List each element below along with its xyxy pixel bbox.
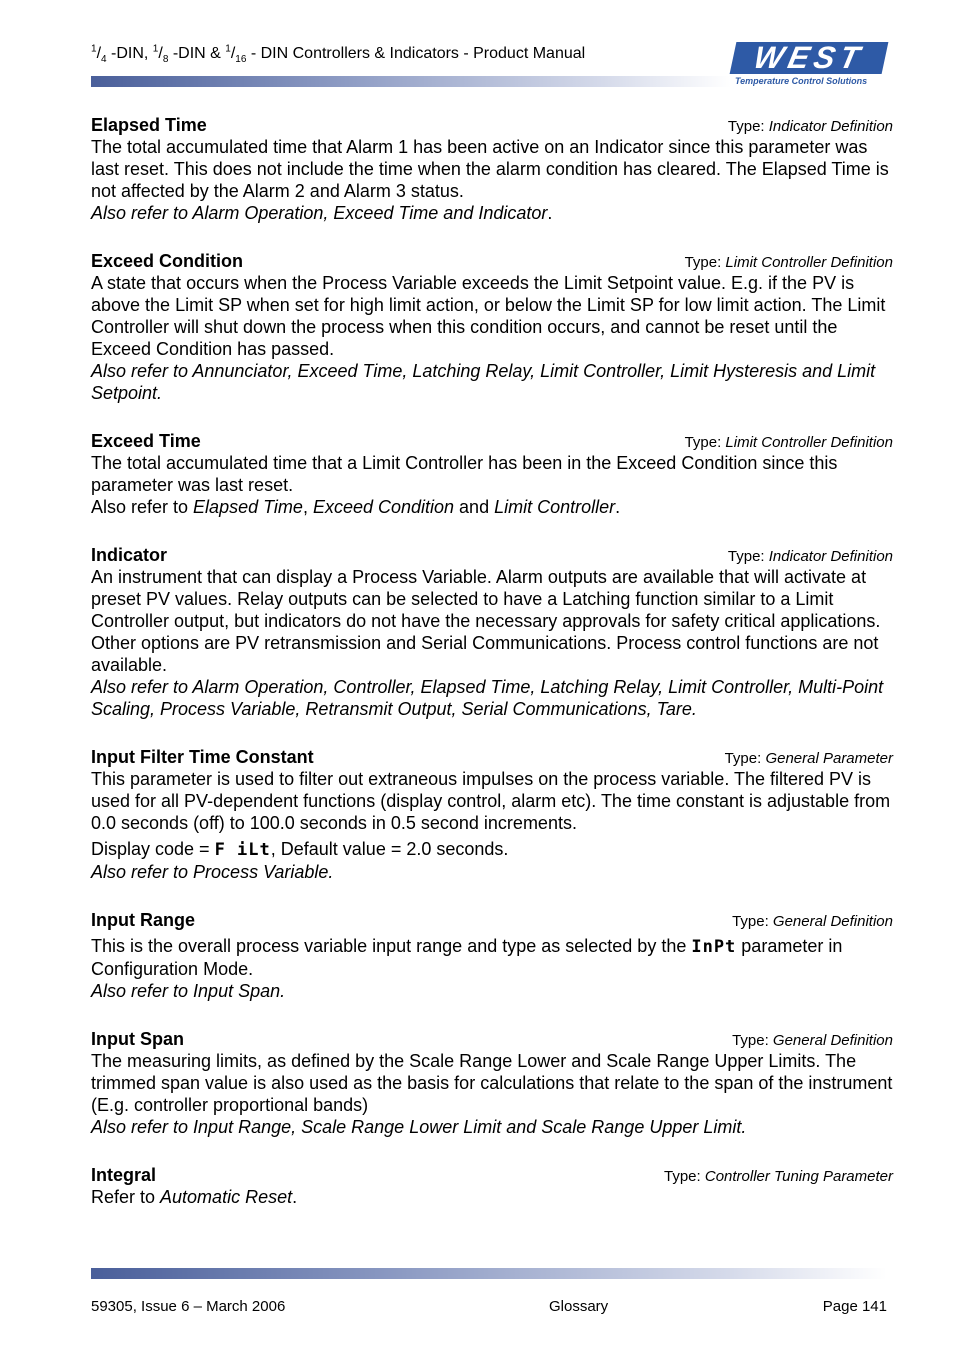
term-type	[732, 911, 893, 933]
term-reference	[91, 1186, 893, 1208]
reference-prefix: Refer to	[91, 1187, 161, 1207]
see-also-sep: and	[454, 497, 495, 517]
term-title: Input Span	[91, 1029, 184, 1049]
see-also-end: .	[615, 497, 621, 517]
term-description: The total accumulated time that Alarm 1 has been active on an Indicator since this parameter was last reset. This does not include the time when the alarm condition has cleared. The Elapsed Time is not affected by the Alarm 2 and Alarm 3 status.	[91, 137, 889, 201]
type-label: Type:	[727, 548, 769, 565]
type-value: General Parameter	[765, 750, 893, 767]
type-value: Indicator Definition	[768, 548, 893, 565]
see-also-ref: Exceed Condition	[312, 497, 455, 517]
type-label: Type:	[732, 1032, 773, 1049]
term-see-also	[91, 202, 893, 224]
type-value: Limit Controller Definition	[725, 434, 893, 451]
default-value-text: , Default value = 2.0 seconds.	[270, 839, 509, 859]
display-code-line	[91, 838, 893, 861]
see-also-ref: Elapsed Time	[193, 497, 303, 517]
term-title: Elapsed Time	[91, 115, 207, 135]
term-see-also: Also refer to Input Span.	[91, 981, 286, 1001]
term-title: Input Range	[91, 910, 195, 930]
type-label: Type:	[724, 750, 766, 767]
type-label: Type:	[727, 118, 769, 135]
glossary-entry-indicator	[91, 544, 893, 720]
glossary-entry-elapsed-time	[91, 114, 893, 224]
fraction-numerator: 1	[225, 43, 231, 55]
term-type	[728, 546, 893, 568]
glossary-entry-input-range	[91, 909, 893, 1002]
description-text: This is the overall process variable input range and type as selected by the	[91, 936, 692, 956]
term-title: Indicator	[91, 545, 168, 565]
term-type	[685, 432, 893, 454]
see-also-text: Also refer to Alarm Operation, Exceed Time and Indicator	[91, 203, 548, 223]
display-code-value: F iLt	[214, 840, 271, 860]
fraction-numerator: 1	[152, 43, 159, 55]
logo-tagline: Temperature Control Solutions	[735, 76, 868, 86]
fraction-denominator: 8	[162, 54, 169, 66]
description-text: parameter in Configuration Mode.	[91, 936, 843, 979]
term-description	[91, 935, 893, 980]
glossary-content	[91, 114, 893, 1234]
term-type	[732, 1030, 893, 1052]
term-see-also: Also refer to Input Range, Scale Range Lower Limit and Scale Range Upper Limit.	[91, 1117, 747, 1137]
term-type	[685, 252, 893, 274]
term-see-also: Also refer to Process Variable.	[91, 862, 334, 882]
fraction-numerator: 1	[91, 43, 97, 55]
reference-end: .	[292, 1187, 298, 1207]
header-title: $^1/_4$ -DIN, $^1/_8$ -DIN & $^1/_{16}$ - DIN Controllers & Indicators - Product Manual	[91, 43, 586, 66]
term-see-also: Also refer to Alarm Operation, Controller, Elapsed Time, Latching Relay, Limit Controller, Multi-Point Scaling, Process Variable, Retransmit Output, Serial Communications, Tare.	[91, 677, 884, 719]
term-see-also: Also refer to Annunciator, Exceed Time, Latching Relay, Limit Controller, Limit Hysteresis and Limit Setpoint.	[91, 361, 876, 403]
see-also-end: .	[547, 203, 553, 223]
type-value: Limit Controller Definition	[725, 254, 893, 271]
footer-page-number: Page 141	[822, 1298, 887, 1315]
glossary-entry-input-filter-time-constant	[91, 746, 893, 883]
term-title: Exceed Condition	[91, 251, 244, 271]
fraction-denominator: 4	[101, 54, 107, 66]
glossary-entry-exceed-condition	[91, 250, 893, 404]
display-code-label: Display code =	[91, 839, 215, 859]
see-also-sep: ,	[302, 497, 313, 517]
type-value: Controller Tuning Parameter	[704, 1168, 893, 1185]
term-type	[728, 116, 893, 138]
term-description: This parameter is used to filter out extraneous impulses on the process variable. The filtered PV is used for all PV-dependent functions (display control, alarm etc). The time constant is adjustable from 0.0 seconds (off) to 100.0 seconds in 0.5 second increments.	[91, 769, 891, 833]
west-logo	[733, 42, 889, 90]
type-label: Type:	[664, 1168, 705, 1185]
display-code-value: InPt	[691, 937, 737, 957]
type-label: Type:	[684, 254, 726, 271]
type-value: General Definition	[772, 1032, 893, 1049]
footer-gradient-rule	[91, 1268, 887, 1279]
term-type	[725, 748, 893, 770]
logo-wordmark: WEST	[730, 42, 889, 74]
glossary-entry-exceed-time	[91, 430, 893, 518]
see-also-ref: Limit Controller	[494, 497, 616, 517]
fraction-denominator: 16	[235, 54, 247, 66]
see-also-prefix: Also refer to	[91, 497, 194, 517]
type-value: General Definition	[772, 913, 893, 930]
term-title: Integral	[91, 1165, 157, 1185]
header-text: -DIN,	[106, 45, 153, 62]
footer-section: Glossary	[549, 1298, 609, 1315]
header-text: - DIN Controllers & Indicators - Product Manual	[246, 45, 586, 62]
term-description: The total accumulated time that a Limit Controller has been in the Exceed Condition since this parameter was last reset.	[91, 453, 838, 495]
term-description: The measuring limits, as defined by the Scale Range Lower and Scale Range Upper Limits. The trimmed span value is also used as the basis for calculations that relate to the span of the instrument (E.g. controller proportional bands)	[91, 1051, 893, 1115]
term-title: Input Filter Time Constant	[91, 747, 314, 767]
glossary-entry-input-span	[91, 1028, 893, 1138]
type-label: Type:	[732, 913, 773, 930]
type-value: Indicator Definition	[768, 118, 893, 135]
term-description: A state that occurs when the Process Variable exceeds the Limit Setpoint value. E.g. if the PV is above the Limit SP when set for high limit action, or below the Limit SP for low limit action. The Limit Controller will shut down the process when this condition occurs, and cannot be reset until the Exceed Condition has passed.	[91, 273, 886, 359]
term-type	[664, 1166, 893, 1188]
type-label: Type:	[684, 434, 726, 451]
reference-link: Automatic Reset	[160, 1187, 293, 1207]
term-title: Exceed Time	[91, 431, 201, 451]
term-see-also	[91, 496, 893, 518]
term-description: An instrument that can display a Process Variable. Alarm outputs are available that will activate at preset PV values. Relay outputs can be selected to have a Latching function similar to a Limit Controller output, but indicators do not have the necessary approvals for safety critical applications. Other options are PV retransmission and Serial Communications. Process control functions are not available.	[91, 567, 881, 675]
header-text: -DIN &	[168, 45, 226, 62]
header-gradient-rule	[91, 76, 731, 87]
footer-doc-issue: 59305, Issue 6 – March 2006	[91, 1298, 286, 1315]
glossary-entry-integral	[91, 1164, 893, 1208]
